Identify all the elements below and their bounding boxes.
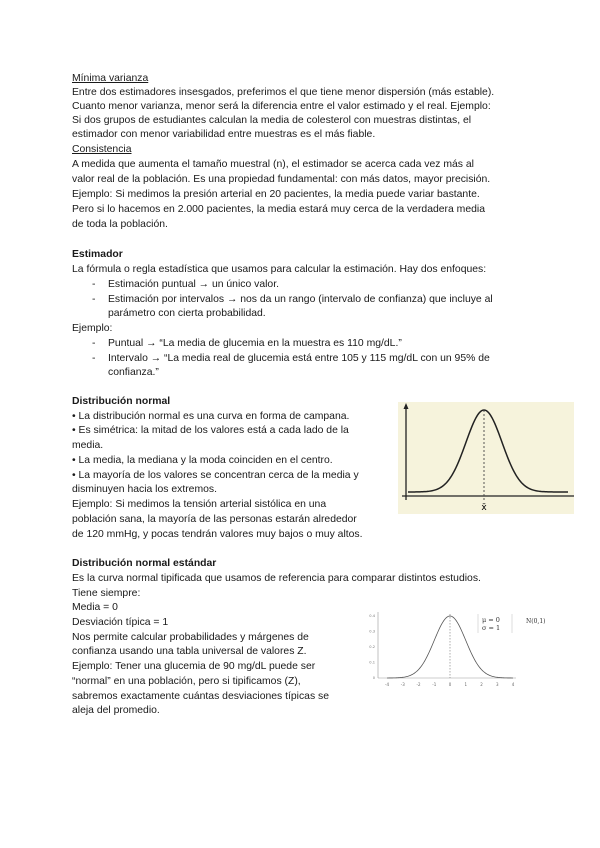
text-line: Ejemplo: Tener una glucemia de 90 mg/dL puede ser [72,661,316,672]
text-line: Desviación típica = 1 [72,617,169,628]
heading-estimador: Estimador [72,249,123,260]
y-tick-label: 0.2 [369,645,375,649]
text-line: Tiene siempre: [72,588,141,599]
heading-distribucion-normal: Distribución normal [72,396,171,407]
mu-label: μ = 0 [482,616,500,624]
text-line: Ejemplo: Si medimos la tensión arterial sistólica en una [72,499,327,510]
text-line: confianza usando una tabla universal de valores Z. [72,646,307,657]
text-line: Ejemplo: [72,323,113,334]
text-line: Ejemplo: Si medimos la presión arterial en 20 pacientes, la media puede variar bastante. [72,189,480,200]
text-line: “normal” en una población, pero si tipificamos (Z), [72,676,301,687]
list-dash: - [92,279,96,290]
text-line: valor real de la población. Es una propiedad fundamental: con más datos, mayor precisión. [72,174,491,185]
text-line: disminuyen hacia los extremos. [72,484,217,495]
standard-normal-figure [366,608,566,694]
text-line: Entre dos estimadores insesgados, preferimos el que tiene menor dispersión (más estable). [72,87,495,98]
text-line: aleja del promedio. [72,705,160,716]
y-tick-label: 0.3 [369,629,375,634]
sigma-label: σ = 1 [482,624,501,632]
x-tick-label: -4 [385,682,389,687]
text-line: estimador con menor variabilidad entre muestras es el más fiable. [72,129,376,140]
text-line: Media = 0 [72,602,118,613]
normal-curve-svg [398,402,574,514]
list-dash: - [92,294,96,305]
x-tick-label: 0 [448,682,452,687]
normal-curve-figure [398,402,574,514]
text-line: La fórmula o regla estadística que usamos para calcular la estimación. Hay dos enfoques: [72,264,487,275]
text-line: • Es simétrica: la mitad de los valores está a cada lado de la [72,425,349,436]
heading-minima-varianza: Mínima varianza [72,73,149,84]
list-dash: - [92,338,96,349]
n-label: N(0,1) [526,618,546,625]
text-line: media. [72,440,104,451]
text-line: población sana, la mayoría de las personas estarán alrededor [72,514,357,525]
text-line: • La mayoría de los valores se concentran cerca de la media y [72,470,359,481]
x-tick-label: 2 [480,682,483,687]
x-tick-label: 4 [511,682,515,687]
heading-distribucion-estandar: Distribución normal estándar [72,558,217,569]
y-tick-label: 0.4 [369,614,375,618]
text-line: sabremos exactamente cuántas desviaciones típicas se [72,691,330,702]
text-line: de toda la población. [72,219,168,230]
text-line: Si dos grupos de estudiantes calculan la media de colesterol con muestras distintas, el [72,115,472,126]
mean-label: x̄ [481,503,487,513]
standard-normal-svg [366,608,566,694]
text-line: • La media, la mediana y la moda coinciden en el centro. [72,455,333,466]
bell-curve [408,410,568,492]
x-tick-label: 1 [464,682,468,687]
list-item-continuation: confianza.” [108,367,159,378]
text-line: Es la curva normal tipificada que usamos de referencia para comparar distintos estudios. [72,573,481,584]
text-line: de 120 mmHg, y pocas tendrán valores muy bajos o muy altos. [72,529,363,540]
text-line: Cuanto menor varianza, menor será la diferencia entre el valor estimado y el real. Ejemplo: [72,101,491,112]
text-line: Nos permite calcular probabilidades y márgenes de [72,632,309,643]
list-item: Estimación por intervalos → nos da un rango (intervalo de confianza) que incluye al [108,294,493,305]
list-item: Puntual → “La media de glucemia en la muestra es 110 mg/dL.” [108,338,402,349]
list-item: Estimación puntual → un único valor. [108,279,279,290]
y-axis-arrow [404,403,409,409]
heading-consistencia: Consistencia [72,144,132,155]
x-tick-label: -3 [400,682,405,687]
x-tick-label: 3 [496,682,499,687]
list-dash: - [92,353,96,364]
x-tick-label: -1 [432,682,437,687]
list-item-continuation: parámetro con cierta probabilidad. [108,308,266,319]
list-item: Intervalo → “La media real de glucemia está entre 105 y 115 mg/dL con un 95% de [108,353,490,364]
y-tick-label: 0.1 [369,660,375,665]
y-tick-label: 0 [372,676,375,680]
text-line: • La distribución normal es una curva en forma de campana. [72,411,350,422]
text-line: A medida que aumenta el tamaño muestral (n), el estimador se acerca cada vez más al [72,159,474,170]
text-line: Pero si lo hacemos en 2.000 pacientes, la media estará muy cerca de la verdadera media [72,204,485,215]
x-tick-label: -2 [416,682,421,687]
